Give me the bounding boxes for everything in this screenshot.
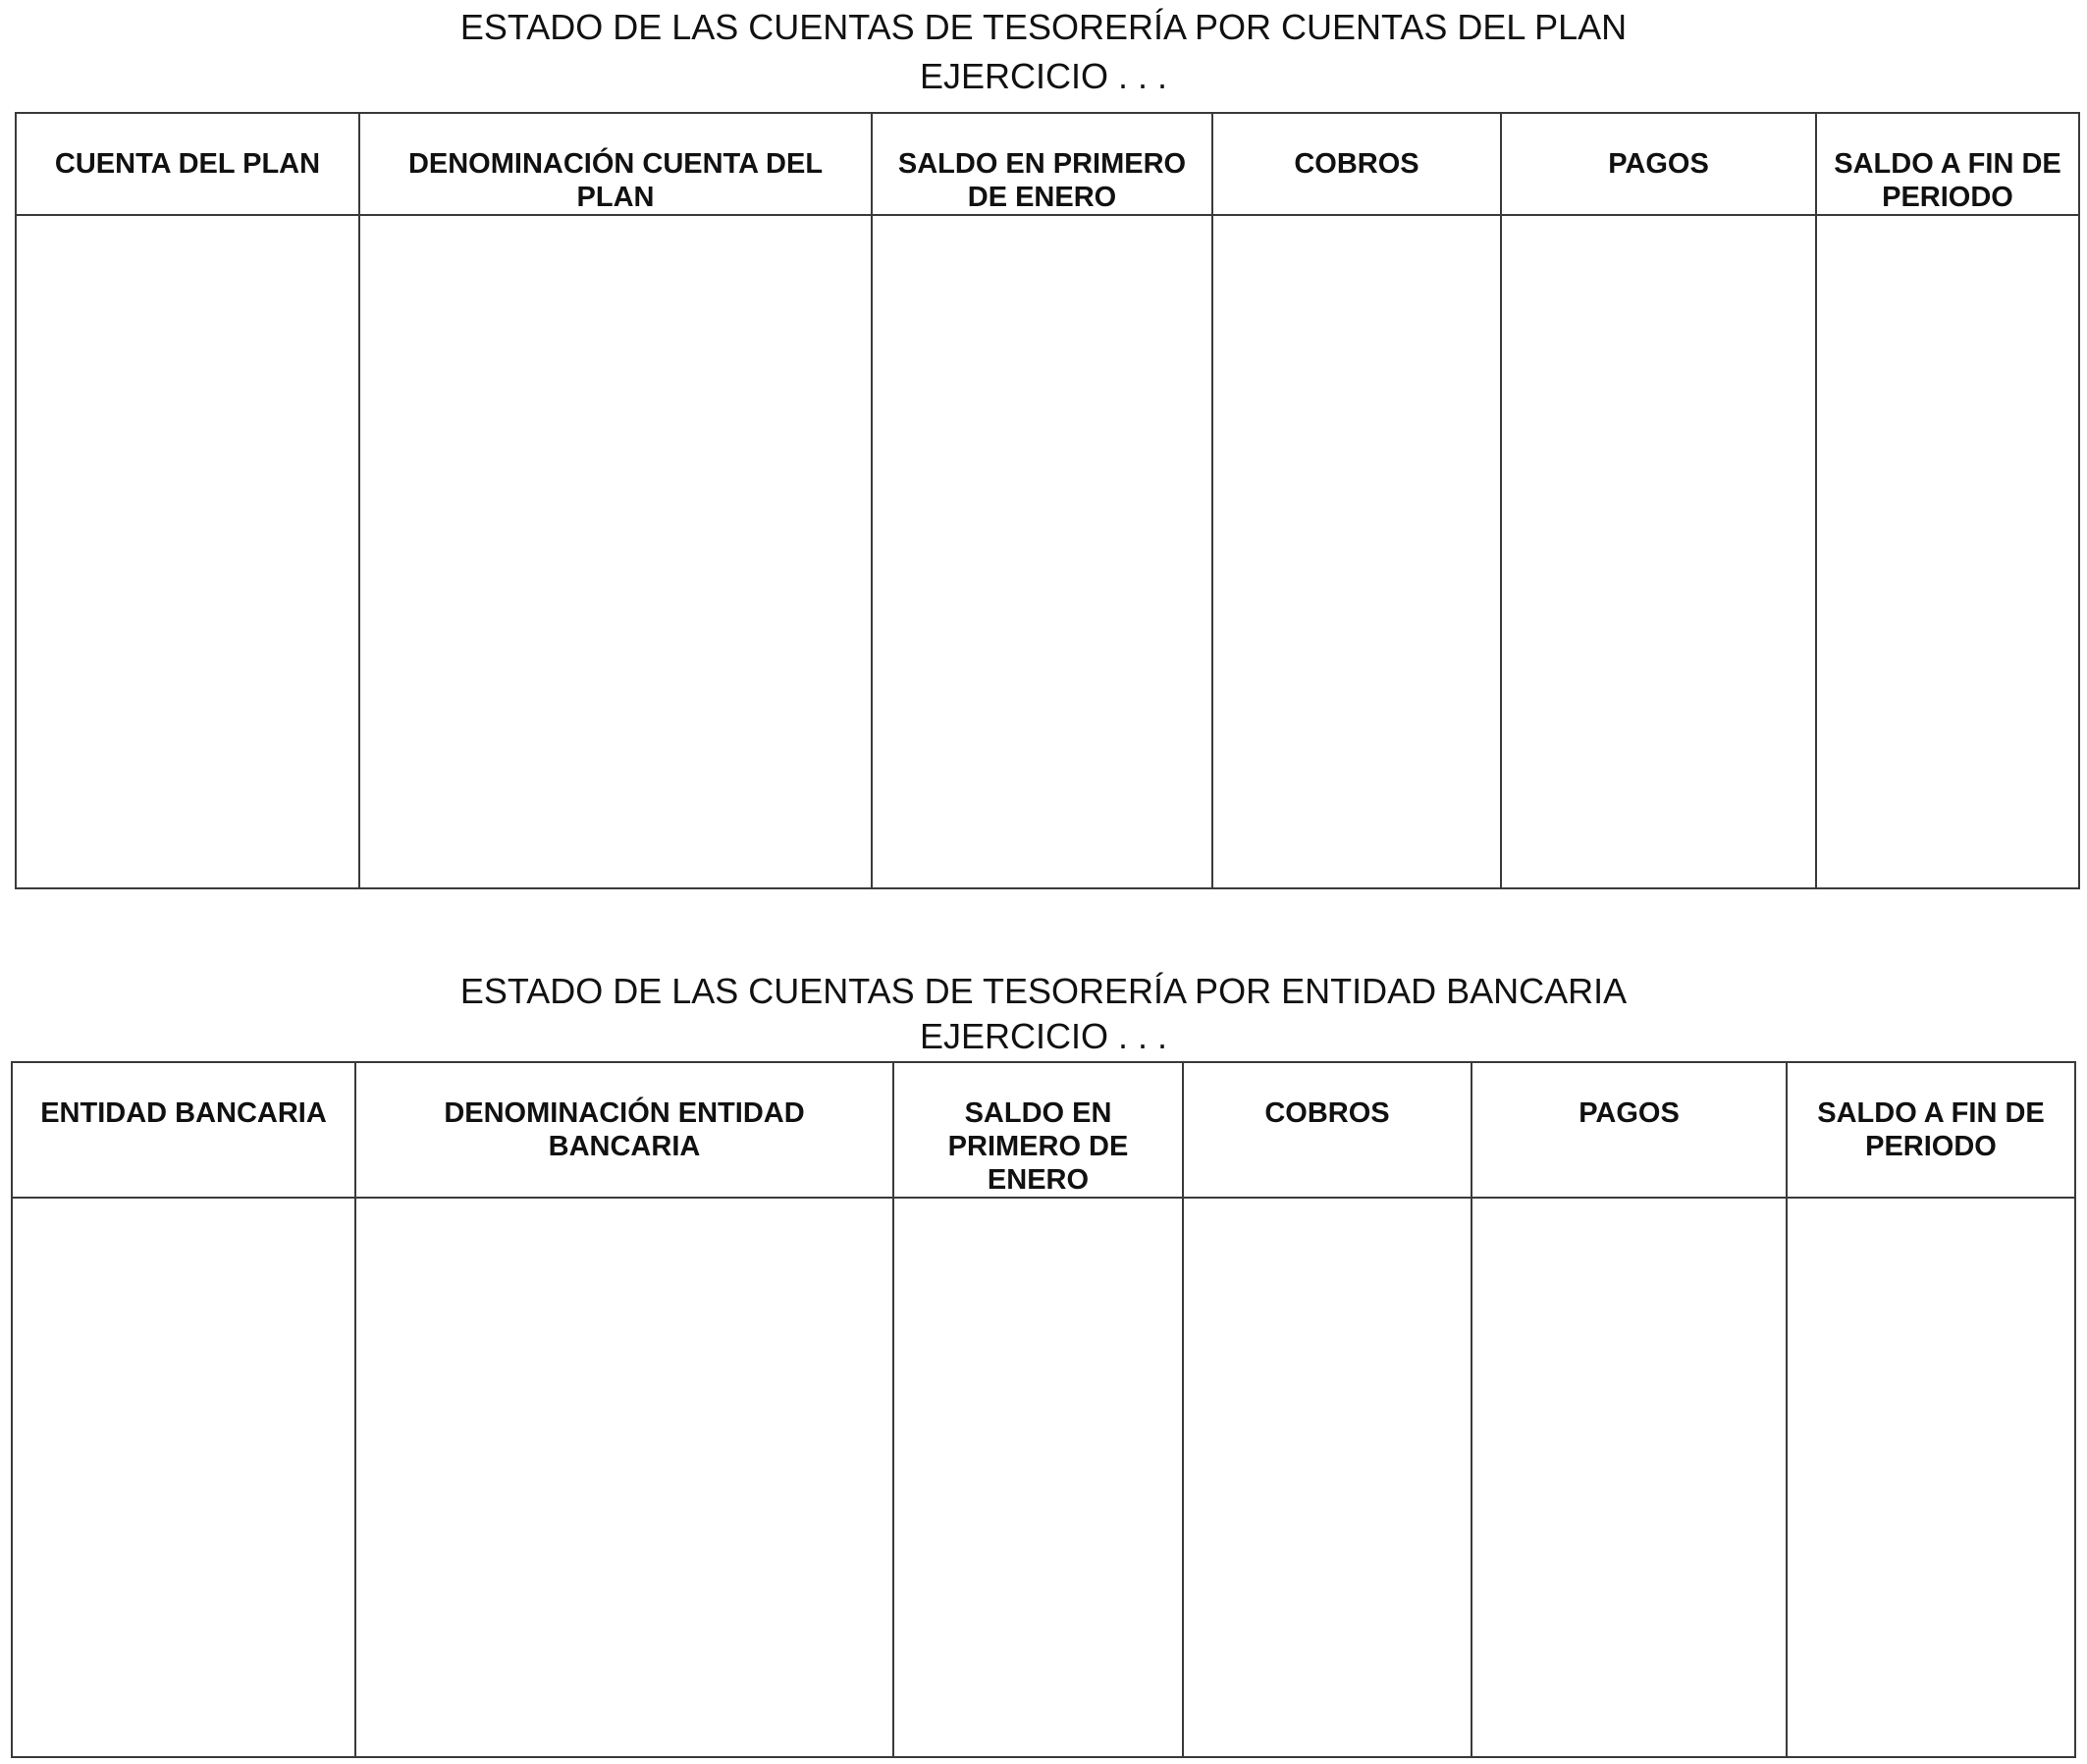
table-row — [16, 215, 2079, 888]
section1-subtitle: EJERCICIO . . . — [919, 56, 1168, 96]
section1-title: ESTADO DE LAS CUENTAS DE TESORERÍA POR CUENTAS DEL PLAN — [459, 7, 1628, 47]
empty-cell — [1183, 1198, 1472, 1757]
empty-cell — [12, 1198, 355, 1757]
column-header-denominacion-entidad: DENOMINACIÓN ENTIDAD BANCARIA — [355, 1062, 893, 1198]
empty-cell — [16, 215, 359, 888]
empty-cell — [1212, 215, 1501, 888]
column-header-entidad-bancaria: ENTIDAD BANCARIA — [12, 1062, 355, 1198]
column-header-saldo-fin-periodo: SALDO A FIN DE PERIODO — [1816, 113, 2079, 215]
empty-cell — [1501, 215, 1816, 888]
empty-cell — [1816, 215, 2079, 888]
cuentas-plan-table — [15, 112, 2080, 889]
column-header-cobros: COBROS — [1212, 113, 1501, 215]
entidad-bancaria-table — [11, 1061, 2076, 1758]
column-header-saldo-primero-enero: SALDO EN PRIMERO DE ENERO — [893, 1062, 1183, 1198]
section2-title: ESTADO DE LAS CUENTAS DE TESORERÍA POR ENTIDAD BANCARIA — [459, 971, 1628, 1011]
table-row — [12, 1198, 2075, 1757]
header-row — [16, 113, 2079, 215]
column-header-saldo-fin-periodo: SALDO A FIN DE PERIODO — [1787, 1062, 2075, 1198]
column-header-pagos: PAGOS — [1472, 1062, 1787, 1198]
column-header-denominacion-cuenta: DENOMINACIÓN CUENTA DEL PLAN — [359, 113, 872, 215]
empty-cell — [1472, 1198, 1787, 1757]
column-header-saldo-primero-enero: SALDO EN PRIMERO DE ENERO — [872, 113, 1212, 215]
empty-cell — [355, 1198, 893, 1757]
empty-cell — [872, 215, 1212, 888]
column-header-pagos: PAGOS — [1501, 113, 1816, 215]
header-row — [12, 1062, 2075, 1198]
empty-cell — [1787, 1198, 2075, 1757]
section2-subtitle: EJERCICIO . . . — [919, 1016, 1168, 1056]
empty-cell — [893, 1198, 1183, 1757]
column-header-cuenta-del-plan: CUENTA DEL PLAN — [16, 113, 359, 215]
column-header-cobros: COBROS — [1183, 1062, 1472, 1198]
empty-cell — [359, 215, 872, 888]
